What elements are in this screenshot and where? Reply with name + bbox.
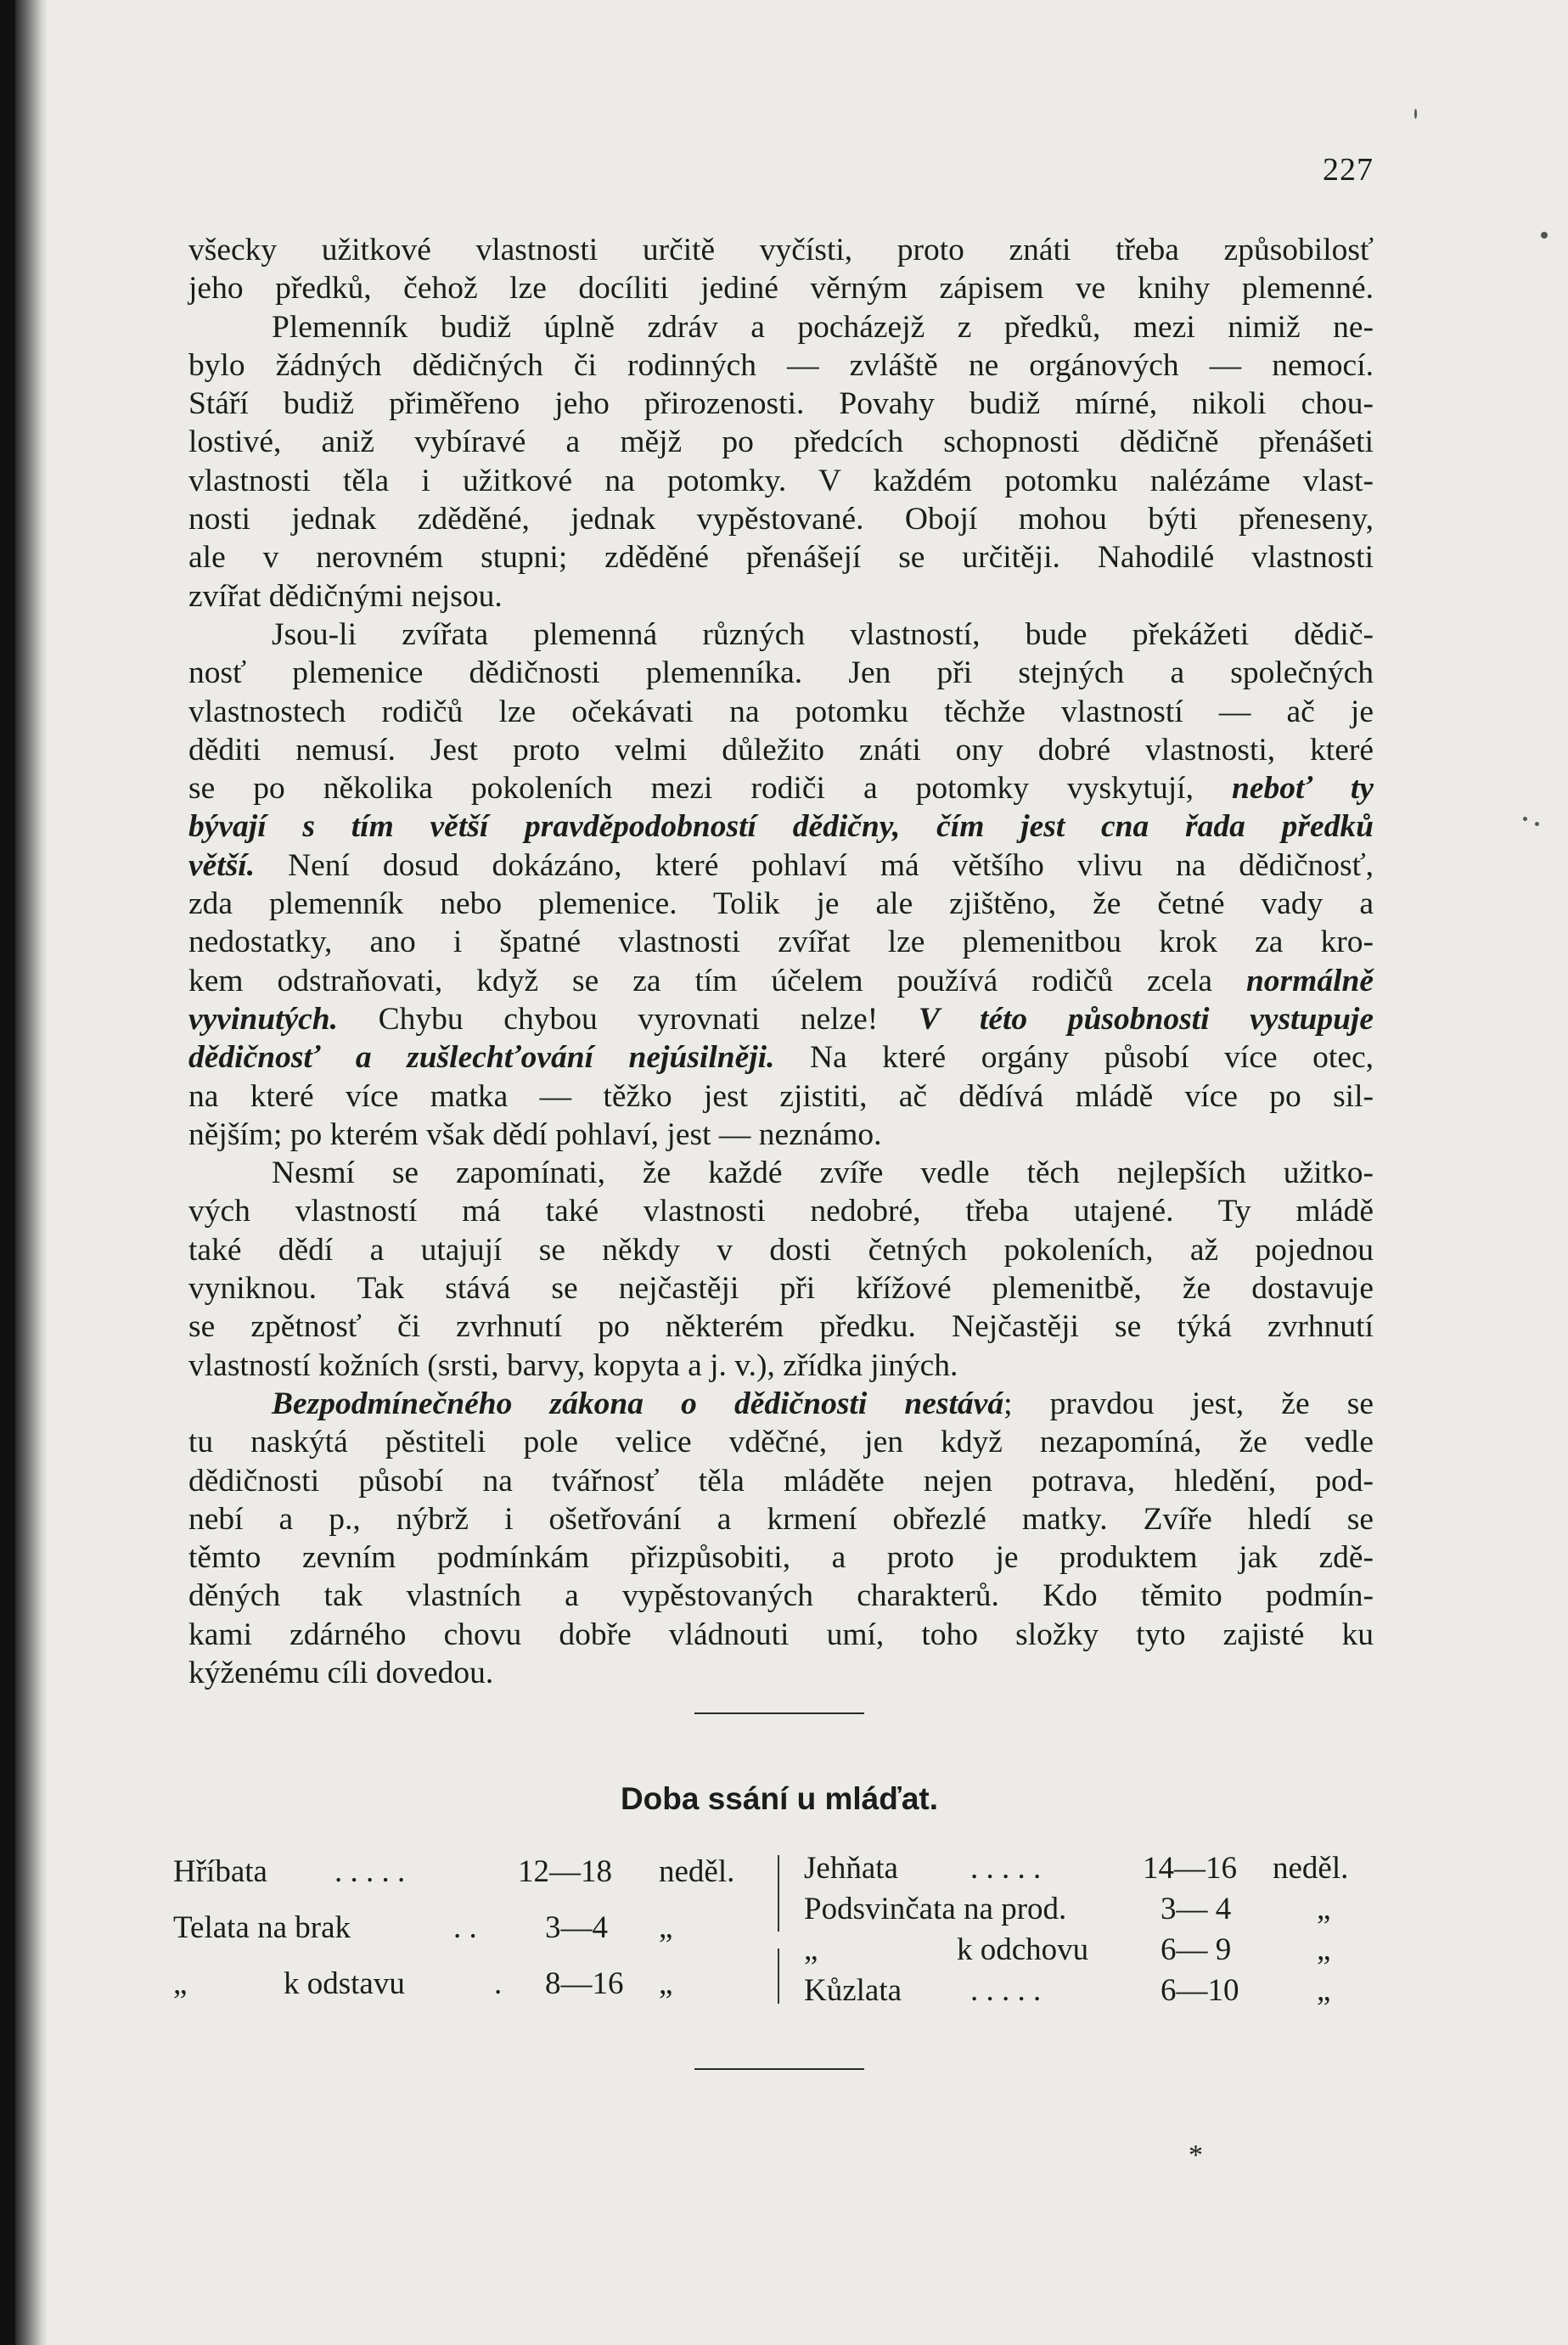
text-run: Chybu chybou vyrovnati nelze! — [338, 1001, 919, 1037]
row-range: 6—10 — [1161, 1973, 1239, 2008]
row-label: Telata na brak — [173, 1910, 351, 1945]
text-run: vých vlastností má také vlastnosti nedobré, třeba utajené. Ty mládě — [188, 1194, 1374, 1229]
text-line — [188, 269, 1374, 307]
text-line — [188, 846, 1374, 885]
body-text — [188, 231, 1374, 1692]
table-row — [804, 1889, 1381, 1930]
text-line — [188, 1116, 1374, 1154]
text-run: kem odstraňovati, když se za tím účelem používá rodičů zcela — [188, 963, 1246, 998]
text-line — [188, 346, 1374, 385]
text-line — [188, 1577, 1374, 1615]
row-unit: neděl. — [659, 1854, 735, 1889]
text-line — [188, 308, 1374, 346]
text-run: zvířat dědičnými nejsou. — [188, 578, 503, 614]
text-line — [188, 231, 1374, 269]
text-run: nějším; po kterém však dědí pohlaví, jest — neznámo. — [188, 1116, 882, 1152]
text-line — [188, 1500, 1374, 1538]
text-run: kami zdárného chovu dobře vládnouti umí, toho složky tyto zajisté ku — [188, 1617, 1374, 1652]
table-left-column — [173, 1844, 767, 2012]
leader-dots: . . . . . — [970, 1851, 1042, 1886]
row-range: 8—16 — [545, 1966, 624, 2001]
text-line — [188, 1231, 1374, 1269]
text-line — [188, 1269, 1374, 1307]
text-run: nosť plemenice dědičnosti plemenníka. Jen při stejných a společných — [188, 655, 1374, 691]
text-line — [188, 885, 1374, 923]
table-row — [173, 1956, 767, 2012]
emphasis-text: neboť ty — [1231, 771, 1374, 807]
text-line — [188, 923, 1374, 961]
text-line — [188, 538, 1374, 576]
text-run: těmto zevním podmínkám přizpůsobiti, a proto je produktem jak zdě- — [188, 1540, 1374, 1576]
separator-rule-bottom — [694, 2068, 864, 2070]
text-run: se zpětnosť či zvrhnutí po některém předku. Nejčastěji se týká zvrhnutí — [188, 1309, 1374, 1345]
row-range: 12—18 — [518, 1854, 612, 1889]
text-line — [188, 1000, 1374, 1038]
table-row — [173, 1900, 767, 1956]
text-run: nosti jednak zděděné, jednak vypěstované. Obojí mohou býti přeneseny, — [188, 502, 1374, 537]
speck — [1541, 232, 1548, 239]
text-line — [188, 1077, 1374, 1116]
text-line — [188, 1616, 1374, 1654]
text-run: dědičnosti působí na tvářnosť těla mláděte nejen potrava, hledění, pod- — [188, 1463, 1374, 1499]
text-run: ale v nerovném stupni; zděděné přenášejí se určitěji. Nahodilé vlastnosti — [188, 540, 1374, 576]
row-label: Jehňata — [804, 1851, 898, 1886]
leader-dots: . — [494, 1966, 503, 2001]
speck — [1535, 822, 1539, 826]
text-line — [188, 1307, 1374, 1346]
table-row — [804, 1848, 1381, 1889]
text-line — [188, 500, 1374, 538]
text-line — [188, 731, 1374, 769]
text-line — [188, 385, 1374, 423]
row-range: 6— 9 — [1161, 1932, 1232, 1967]
text-run: na které více matka — těžko jest zjistiti, ač dědívá mládě více po sil- — [188, 1078, 1374, 1114]
text-run: Na které orgány působí více otec, — [774, 1040, 1374, 1076]
emphasis-text: normálně — [1245, 963, 1374, 998]
emphasis-text: V této působnosti vystupuje — [918, 1001, 1374, 1037]
text-line — [188, 1538, 1374, 1577]
table-right-column — [804, 1848, 1381, 2011]
row-unit: „ — [659, 1966, 673, 2001]
text-run: se po několika pokoleních mezi rodiči a potomky vyskytují, — [188, 771, 1232, 807]
text-run: tu naskýtá pěstiteli pole velice vděčné, jen když nezapomíná, že vedle — [188, 1425, 1374, 1460]
text-line — [188, 1154, 1374, 1192]
text-run: vlastností kožních (srsti, barvy, kopyta a j. v.), zřídka jiných. — [188, 1347, 958, 1383]
emphasis-text: vyvinutých. — [188, 1001, 339, 1037]
row-range: 3—4 — [545, 1910, 608, 1945]
separator-rule-top — [694, 1712, 864, 1714]
text-line — [188, 616, 1374, 654]
text-run: děných tak vlastních a vypěstovaných charakterů. Kdo těmito podmín- — [188, 1578, 1374, 1614]
text-run: děditi nemusí. Jest proto velmi důležito znáti ony dobré vlastnosti, které — [188, 732, 1374, 768]
text-line — [188, 1462, 1374, 1500]
text-line — [188, 807, 1374, 846]
text-run: bylo žádných dědičných či rodinných — zvláště ne orgánových — nemocí. — [188, 347, 1374, 383]
text-line — [188, 423, 1374, 461]
text-run: Plemenník budiž úplně zdráv a pocházejž z předků, mezi nimiž ne- — [272, 309, 1374, 345]
footer-asterisk: * — [1189, 2140, 1203, 2171]
speck — [1523, 817, 1527, 821]
text-line — [188, 1192, 1374, 1230]
text-line — [188, 654, 1374, 692]
book-page — [15, 0, 1568, 2345]
emphasis-text: dědičnosť a zušlechťování nejúsilněji. — [188, 1040, 775, 1076]
leader-dots: . . . . . — [334, 1854, 406, 1889]
text-line — [188, 1654, 1374, 1692]
table-divider — [778, 1855, 779, 1932]
row-range: 3— 4 — [1161, 1892, 1232, 1926]
emphasis-text: bývají s tím větší pravděpodobností dědičny, čím jest cna řada předků — [188, 809, 1374, 845]
text-run: také dědí a utajují se někdy v dosti četných pokoleních, až pojednou — [188, 1232, 1374, 1268]
text-line — [188, 577, 1374, 616]
row-label: k odstavu — [284, 1966, 405, 2001]
text-line — [188, 1038, 1374, 1077]
table-row — [173, 1844, 767, 1900]
row-label: Kůzlata — [804, 1973, 902, 2008]
row-unit: „ — [1317, 1973, 1331, 2008]
row-label: k odchovu — [957, 1932, 1089, 1967]
row-unit: „ — [1317, 1892, 1331, 1926]
text-run: vlastnostech rodičů lze očekávati na potomku těchže vlastností — ač je — [188, 694, 1374, 729]
emphasis-text: Bezpodmínečného zákona o dědičnosti nestává — [272, 1386, 1004, 1421]
row-unit: „ — [659, 1910, 673, 1945]
text-line — [188, 962, 1374, 1000]
row-range: 14—16 — [1143, 1851, 1237, 1886]
text-run: Stáří budiž přiměřeno jeho přirozenosti. Povahy budiž mírné, nikoli chou- — [188, 386, 1374, 422]
text-run: Nesmí se zapomínati, že každé zvíře vedle těch nejlepších užitko- — [272, 1156, 1374, 1191]
text-run: Není dosud dokázáno, které pohlaví má většího vlivu na dědičnosť, — [255, 847, 1374, 883]
table-row — [804, 1930, 1381, 1971]
row-label: Hříbata — [173, 1854, 267, 1889]
leader-dots: . . . . . — [970, 1973, 1042, 2008]
text-line — [188, 462, 1374, 500]
speck — [1414, 109, 1417, 119]
text-run: ; pravdou jest, že se — [1003, 1386, 1374, 1421]
row-label: „ — [173, 1966, 188, 2001]
text-line — [188, 1423, 1374, 1461]
text-run: všecky užitkové vlastnosti určitě vyčísti, proto znáti třeba způsobilosť — [188, 233, 1374, 267]
text-run: Jsou-li zvířata plemenná různých vlastností, bude překážeti dědič- — [272, 616, 1374, 652]
row-unit: neděl. — [1273, 1851, 1349, 1886]
text-run: vlastnosti těla i užitkové na potomky. V každém potomku nalézáme vlast- — [188, 463, 1374, 498]
text-line — [188, 1385, 1374, 1423]
text-line — [188, 693, 1374, 731]
emphasis-text: větší. — [188, 847, 256, 883]
text-run: lostivé, aniž vybíravé a mějž po předcích schopnosti dědičně přenášeti — [188, 425, 1374, 460]
text-run: nedostatky, ano i špatné vlastnosti zvířat lze plemenitbou krok za kro- — [188, 925, 1374, 960]
text-line — [188, 769, 1374, 807]
row-label: Podsvinčata na prod. — [804, 1892, 1067, 1926]
row-label: „ — [804, 1932, 818, 1967]
text-run: kýženému cíli dovedou. — [188, 1655, 494, 1690]
table-row — [804, 1971, 1381, 2011]
text-run: nebí a p., nýbrž i ošetřování a krmení obřezlé matky. Zvíře hledí se — [188, 1501, 1374, 1537]
text-run: vyniknou. Tak stává se nejčastěji při křížové plemenitbě, že dostavuje — [188, 1271, 1374, 1307]
table-divider — [778, 1949, 779, 2004]
page-number: 227 — [1323, 152, 1374, 188]
text-run: jeho předků, čehož lze docíliti jediné věrným zápisem ve knihy plemenné. — [188, 271, 1374, 306]
table-title: Doba ssání u mláďat. — [620, 1781, 939, 1816]
binding-edge — [15, 0, 48, 2345]
text-line — [188, 1347, 1374, 1385]
leader-dots: . . — [453, 1910, 477, 1945]
text-run: zda plemenník nebo plemenice. Tolik je ale zjištěno, že četné vady a — [188, 886, 1374, 922]
row-unit: „ — [1317, 1932, 1331, 1967]
